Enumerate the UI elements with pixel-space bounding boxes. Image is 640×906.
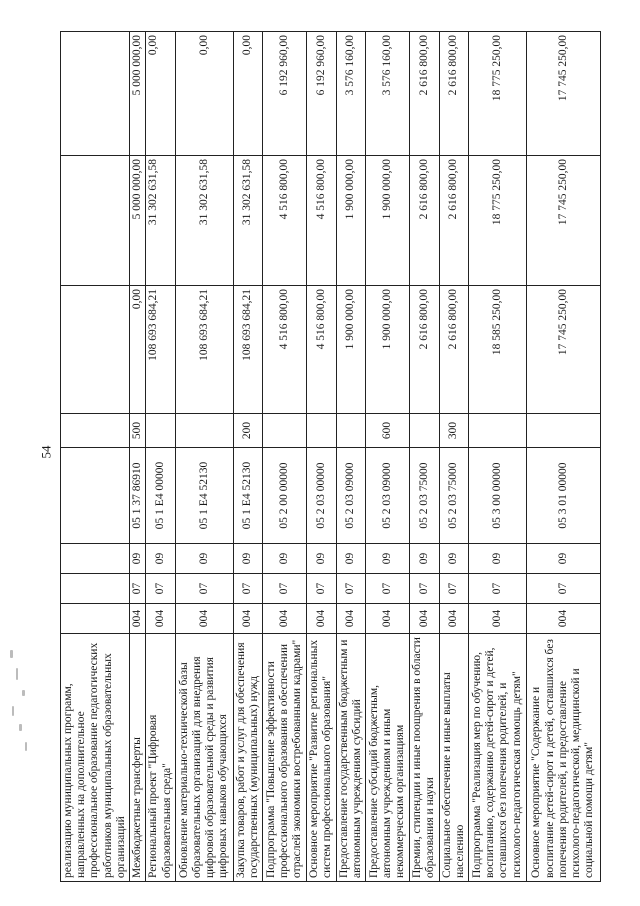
section-code	[61, 574, 130, 604]
target-article: 05 1 E4 00000	[146, 448, 175, 544]
table-row	[146, 32, 175, 882]
item-name: Основное мероприятие "Развитие региональных систем профессионального образования"	[307, 634, 336, 882]
amount-year-3: 3 576 160,00	[336, 32, 365, 156]
page-number: 54	[38, 445, 54, 459]
item-name: Подпрограмма "Повышение эффективности профессионального образования в обеспечении отраслей экономики востребованными кадрами"	[263, 634, 307, 882]
ministry-code: 004	[526, 604, 600, 634]
amount-year-1: 4 516 800,00	[307, 286, 336, 414]
target-article: 05 2 03 09000	[336, 448, 365, 544]
expense-type	[307, 414, 336, 448]
expense-type: 200	[233, 414, 262, 448]
amount-year-2: 17 745 250,00	[526, 156, 600, 286]
item-name: реализацию муниципальных программ, направленных на дополнительное профессиональное образование педагогических работников муниципальных образовательных организаций	[61, 634, 130, 882]
item-name: Подпрограмма "Реализация мер по обучению, воспитанию, содержанию детей-сирот и детей, оставшихся без попечения родителей, и психолого-педагогическая помощь детям"	[468, 634, 526, 882]
amount-year-1	[61, 286, 130, 414]
section-code: 07	[307, 574, 336, 604]
ministry-code: 004	[233, 604, 262, 634]
amount-year-3: 0,00	[175, 32, 233, 156]
amount-year-3: 2 616 800,00	[410, 32, 439, 156]
amount-year-3: 18 775 250,00	[468, 32, 526, 156]
target-article: 05 1 E4 52130	[233, 448, 262, 544]
item-name: Обновление материально-технической базы образовательных организаций для внедрения цифровой образовательной среды и развития цифровых навыков обучающихся	[175, 634, 233, 882]
item-name: Основное мероприятие "Содержание и воспитание детей-сирот и детей, оставшихся без попечения родителей, и предоставление психолого-педагогической, медицинской и социальной помощи детям"	[526, 634, 600, 882]
section-code: 07	[336, 574, 365, 604]
amount-year-1: 108 693 684,21	[146, 286, 175, 414]
subsection-code: 09	[263, 544, 307, 574]
amount-year-2: 5 000 000,00	[130, 156, 146, 286]
item-name: Социальное обеспечение и иные выплаты населению	[439, 634, 468, 882]
amount-year-1: 1 900 000,00	[336, 286, 365, 414]
subsection-code: 09	[146, 544, 175, 574]
target-article: 05 2 03 09000	[366, 448, 410, 544]
amount-year-2: 18 775 250,00	[468, 156, 526, 286]
amount-year-1: 17 745 250,00	[526, 286, 600, 414]
section-code: 07	[366, 574, 410, 604]
amount-year-3: 0,00	[146, 32, 175, 156]
table-row	[410, 32, 439, 882]
expense-type: 600	[366, 414, 410, 448]
ministry-code: 004	[175, 604, 233, 634]
subsection-code: 09	[526, 544, 600, 574]
expense-type	[410, 414, 439, 448]
item-name: Предоставление субсидий бюджетным, автономным учреждениям и иным некоммерческим организациям	[366, 634, 410, 882]
section-code: 07	[175, 574, 233, 604]
table-row	[307, 32, 336, 882]
expense-type: 300	[439, 414, 468, 448]
subsection-code: 09	[439, 544, 468, 574]
target-article: 05 1 E4 52130	[175, 448, 233, 544]
amount-year-1: 0,00	[130, 286, 146, 414]
item-name: Премии, стипендии и иные поощрения в области образования и науки	[410, 634, 439, 882]
target-article: 05 2 00 00000	[263, 448, 307, 544]
table-row	[130, 32, 146, 882]
amount-year-1: 4 516 800,00	[263, 286, 307, 414]
section-code: 07	[263, 574, 307, 604]
amount-year-2: 2 616 800,00	[410, 156, 439, 286]
target-article: 05 3 00 00000	[468, 448, 526, 544]
amount-year-3: 5 000 000,00	[130, 32, 146, 156]
item-name: Закупка товаров, работ и услуг для обеспечения государственных (муниципальных) нужд	[233, 634, 262, 882]
amount-year-2: 31 302 631,58	[146, 156, 175, 286]
ministry-code: 004	[366, 604, 410, 634]
ministry-code: 004	[336, 604, 365, 634]
item-name: Региональный проект "Цифровая образовательная среда"	[146, 634, 175, 882]
target-article: 05 2 03 75000	[439, 448, 468, 544]
section-code: 07	[130, 574, 146, 604]
section-code: 07	[526, 574, 600, 604]
amount-year-3	[61, 32, 130, 156]
subsection-code: 09	[410, 544, 439, 574]
amount-year-2: 31 302 631,58	[233, 156, 262, 286]
amount-year-1: 1 900 000,00	[366, 286, 410, 414]
ministry-code: 004	[263, 604, 307, 634]
amount-year-2	[61, 156, 130, 286]
amount-year-2: 1 900 000,00	[336, 156, 365, 286]
target-article	[61, 448, 130, 544]
amount-year-1: 2 616 800,00	[439, 286, 468, 414]
expense-type	[175, 414, 233, 448]
subsection-code: 09	[468, 544, 526, 574]
ministry-code: 004	[410, 604, 439, 634]
section-code: 07	[233, 574, 262, 604]
table-row	[233, 32, 262, 882]
ministry-code: 004	[130, 604, 146, 634]
subsection-code	[61, 544, 130, 574]
expense-type	[526, 414, 600, 448]
amount-year-3: 17 745 250,00	[526, 32, 600, 156]
expense-type	[61, 414, 130, 448]
amount-year-1: 108 693 684,21	[175, 286, 233, 414]
target-article: 05 3 01 00000	[526, 448, 600, 544]
expense-type: 500	[130, 414, 146, 448]
section-code: 07	[410, 574, 439, 604]
section-code: 07	[468, 574, 526, 604]
subsection-code: 09	[175, 544, 233, 574]
amount-year-3: 2 616 800,00	[439, 32, 468, 156]
table-row	[439, 32, 468, 882]
rotated-budget-table	[60, 32, 596, 882]
budget-table	[60, 31, 601, 882]
amount-year-3: 6 192 960,00	[307, 32, 336, 156]
item-name: Предоставление государственным бюджетным и автономным учреждениям субсидий	[336, 634, 365, 882]
subsection-code: 09	[336, 544, 365, 574]
amount-year-1: 18 585 250,00	[468, 286, 526, 414]
subsection-code: 09	[130, 544, 146, 574]
table-row	[61, 32, 130, 882]
table-row	[263, 32, 307, 882]
subsection-code: 09	[233, 544, 262, 574]
amount-year-2: 1 900 000,00	[366, 156, 410, 286]
target-article: 05 2 03 75000	[410, 448, 439, 544]
amount-year-2: 2 616 800,00	[439, 156, 468, 286]
ministry-code: 004	[468, 604, 526, 634]
ministry-code: 004	[146, 604, 175, 634]
ministry-code: 004	[307, 604, 336, 634]
expense-type	[468, 414, 526, 448]
section-code: 07	[439, 574, 468, 604]
amount-year-3: 0,00	[233, 32, 262, 156]
table-row	[175, 32, 233, 882]
amount-year-1: 2 616 800,00	[410, 286, 439, 414]
expense-type	[263, 414, 307, 448]
amount-year-3: 3 576 160,00	[366, 32, 410, 156]
target-article: 05 2 03 00000	[307, 448, 336, 544]
amount-year-2: 4 516 800,00	[307, 156, 336, 286]
subsection-code: 09	[366, 544, 410, 574]
amount-year-3: 6 192 960,00	[263, 32, 307, 156]
expense-type	[146, 414, 175, 448]
ministry-code	[61, 604, 130, 634]
table-row	[468, 32, 526, 882]
amount-year-2: 31 302 631,58	[175, 156, 233, 286]
table-row	[366, 32, 410, 882]
subsection-code: 09	[307, 544, 336, 574]
section-code: 07	[146, 574, 175, 604]
item-name: Межбюджетные трансферты	[130, 634, 146, 882]
table-row	[336, 32, 365, 882]
expense-type	[336, 414, 365, 448]
table-row	[526, 32, 600, 882]
ministry-code: 004	[439, 604, 468, 634]
amount-year-2: 4 516 800,00	[263, 156, 307, 286]
target-article: 05 1 37 86910	[130, 448, 146, 544]
amount-year-1: 108 693 684,21	[233, 286, 262, 414]
